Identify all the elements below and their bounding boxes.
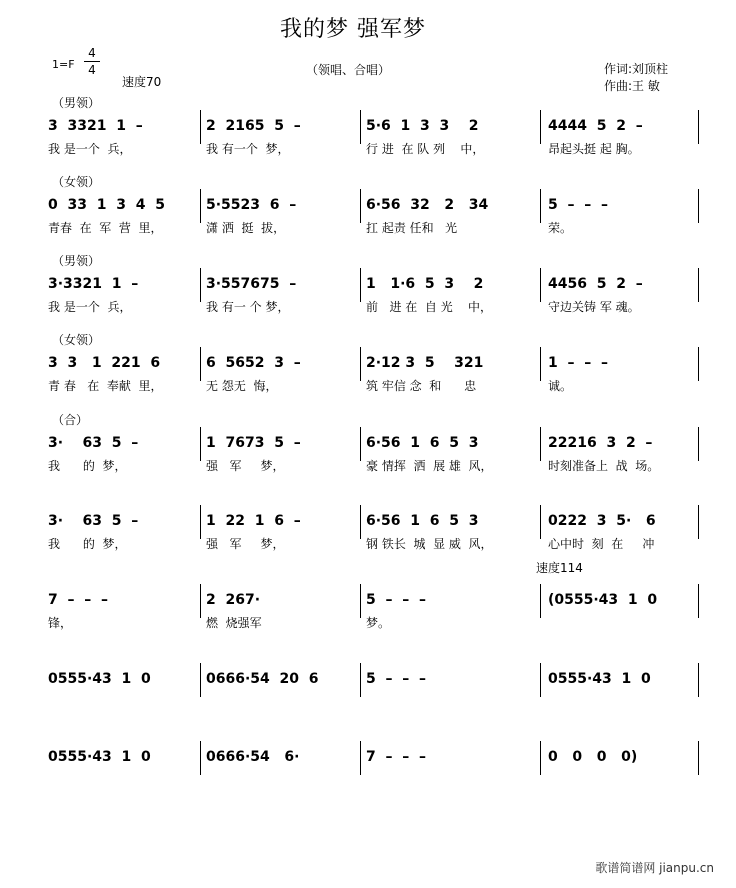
bar-line	[540, 663, 541, 697]
measure-lyrics: 燃 烧强军	[206, 616, 262, 630]
bar-line	[698, 741, 699, 775]
measure-notes: 7 – – –	[366, 749, 426, 765]
measure-notes: 1 22 1 6 –	[206, 513, 301, 529]
bar-line	[200, 110, 201, 144]
bar-line	[698, 427, 699, 461]
measure-notes: 3· 63 5 –	[48, 435, 139, 451]
bar-line	[540, 347, 541, 381]
section-label: （女领）	[52, 175, 101, 189]
measure-notes: 3 3321 1 –	[48, 118, 143, 134]
measure-notes: 4456 5 2 –	[548, 276, 643, 292]
measure-lyrics: 梦。	[366, 616, 391, 630]
measure-lyrics: 我 是一个 兵，	[48, 142, 132, 156]
measure-lyrics: 昂起头挺 起 胸。	[548, 142, 640, 156]
measure-lyrics: 潇 洒 挺 拔，	[206, 221, 286, 235]
measure-notes: 6 5652 3 –	[206, 355, 301, 371]
bar-line	[540, 741, 541, 775]
measure-lyrics: 无 怨无 悔，	[206, 379, 278, 393]
section-label: （男领）	[52, 254, 101, 268]
performance-mode: （领唱、合唱）	[306, 63, 391, 77]
bar-line	[698, 505, 699, 539]
measure-lyrics: 时刻准备上 战 场。	[548, 459, 660, 473]
measure-notes: 0666·54 6·	[206, 749, 300, 765]
section-label: （女领）	[52, 333, 101, 347]
measure-notes: 5·6 1 3 3 2	[366, 118, 479, 134]
measure-notes: 3 3 1 221 6	[48, 355, 161, 371]
tempo-marking: 速度70	[122, 75, 162, 89]
measure-lyrics: 强 军 梦，	[206, 537, 285, 551]
measure-notes: 0 0 0 0)	[548, 749, 638, 765]
watermark: 歌谱简谱网 jianpu.cn	[595, 861, 714, 875]
bar-line	[540, 505, 541, 539]
measure-notes: 0555·43 1 0	[48, 671, 151, 687]
measure-lyrics: 青春 在 军 营 里，	[48, 221, 163, 235]
measure-lyrics: 锋，	[48, 616, 73, 630]
time-signature-bottom: 4	[88, 63, 96, 77]
bar-line	[698, 189, 699, 223]
bar-line	[540, 110, 541, 144]
bar-line	[360, 741, 361, 775]
measure-notes: 5 – – –	[366, 592, 426, 608]
measure-notes: 7 – – –	[48, 592, 108, 608]
measure-notes: (0555·43 1 0	[548, 592, 658, 608]
bar-line	[200, 663, 201, 697]
bar-line	[200, 347, 201, 381]
measure-notes: 0666·54 20 6	[206, 671, 319, 687]
bar-line	[360, 427, 361, 461]
bar-line	[200, 427, 201, 461]
measure-lyrics: 我 有一 个 梦，	[206, 300, 290, 314]
bar-line	[698, 347, 699, 381]
measure-notes: 22216 3 2 –	[548, 435, 653, 451]
measure-lyrics: 我 的 梦，	[48, 537, 127, 551]
measure-notes: 6·56 32 2 34	[366, 197, 489, 213]
measure-notes: 6·56 1 6 5 3	[366, 513, 479, 529]
bar-line	[360, 110, 361, 144]
section-label: （合）	[52, 413, 89, 427]
measure-notes: 5·5523 6 –	[206, 197, 297, 213]
measure-notes: 3·557675 –	[206, 276, 297, 292]
measure-notes: 2·12 3 5 321	[366, 355, 484, 371]
bar-line	[200, 505, 201, 539]
time-signature	[84, 46, 100, 77]
measure-notes: 3· 63 5 –	[48, 513, 139, 529]
key-signature: 1=F	[52, 58, 75, 71]
section-label: （男领）	[52, 96, 101, 110]
lyricist-credit: 作词:刘顶柱	[604, 62, 669, 76]
measure-notes: 6·56 1 6 5 3	[366, 435, 479, 451]
bar-line	[698, 584, 699, 618]
bar-line	[200, 584, 201, 618]
measure-lyrics: 心中时 刻 在 冲	[548, 537, 655, 551]
bar-line	[540, 584, 541, 618]
measure-lyrics: 扛 起责 任和 光	[366, 221, 458, 235]
bar-line	[698, 268, 699, 302]
measure-notes: 4444 5 2 –	[548, 118, 643, 134]
measure-notes: 1 1·6 5 3 2	[366, 276, 484, 292]
measure-notes: 0555·43 1 0	[48, 749, 151, 765]
measure-notes: 3·3321 1 –	[48, 276, 139, 292]
measure-notes: 0222 3 5· 6	[548, 513, 656, 529]
measure-lyrics: 我 的 梦，	[48, 459, 127, 473]
measure-notes: 0 33 1 3 4 5	[48, 197, 165, 213]
measure-lyrics: 钢 铁长 城 显 威 风，	[366, 537, 493, 551]
bar-line	[200, 268, 201, 302]
measure-notes: 1 – – –	[548, 355, 608, 371]
bar-line	[540, 427, 541, 461]
measure-lyrics: 行 进 在 队 列 中，	[366, 142, 485, 156]
measure-notes: 2 2165 5 –	[206, 118, 301, 134]
bar-line	[200, 189, 201, 223]
measure-lyrics: 豪 情挥 洒 展 雄 风，	[366, 459, 493, 473]
measure-lyrics: 前 进 在 自 光 中，	[366, 300, 492, 314]
bar-line	[200, 741, 201, 775]
bar-line	[360, 347, 361, 381]
bar-line	[360, 268, 361, 302]
tempo-change: 速度114	[536, 561, 583, 575]
measure-notes: 5 – – –	[548, 197, 608, 213]
bar-line	[360, 189, 361, 223]
measure-lyrics: 我 有一个 梦，	[206, 142, 290, 156]
measure-notes: 2 267·	[206, 592, 261, 608]
measure-lyrics: 诚。	[548, 379, 573, 393]
bar-line	[360, 584, 361, 618]
bar-line	[360, 505, 361, 539]
measure-notes: 0555·43 1 0	[548, 671, 651, 687]
measure-lyrics: 守边关铸 军 魂。	[548, 300, 640, 314]
composer-credit: 作曲:王 敏	[604, 79, 660, 93]
bar-line	[698, 663, 699, 697]
measure-lyrics: 强 军 梦，	[206, 459, 285, 473]
bar-line	[698, 110, 699, 144]
measure-lyrics: 荣。	[548, 221, 573, 235]
song-title: 我的梦 强军梦	[280, 17, 426, 42]
bar-line	[540, 268, 541, 302]
measure-notes: 5 – – –	[366, 671, 426, 687]
measure-lyrics: 我 是一个 兵，	[48, 300, 132, 314]
measure-notes: 1 7673 5 –	[206, 435, 301, 451]
bar-line	[540, 189, 541, 223]
time-signature-top: 4	[88, 46, 96, 60]
bar-line	[360, 663, 361, 697]
measure-lyrics: 筑 牢信 念 和 忠	[366, 379, 477, 393]
measure-lyrics: 青 春 在 奉献 里，	[48, 379, 163, 393]
